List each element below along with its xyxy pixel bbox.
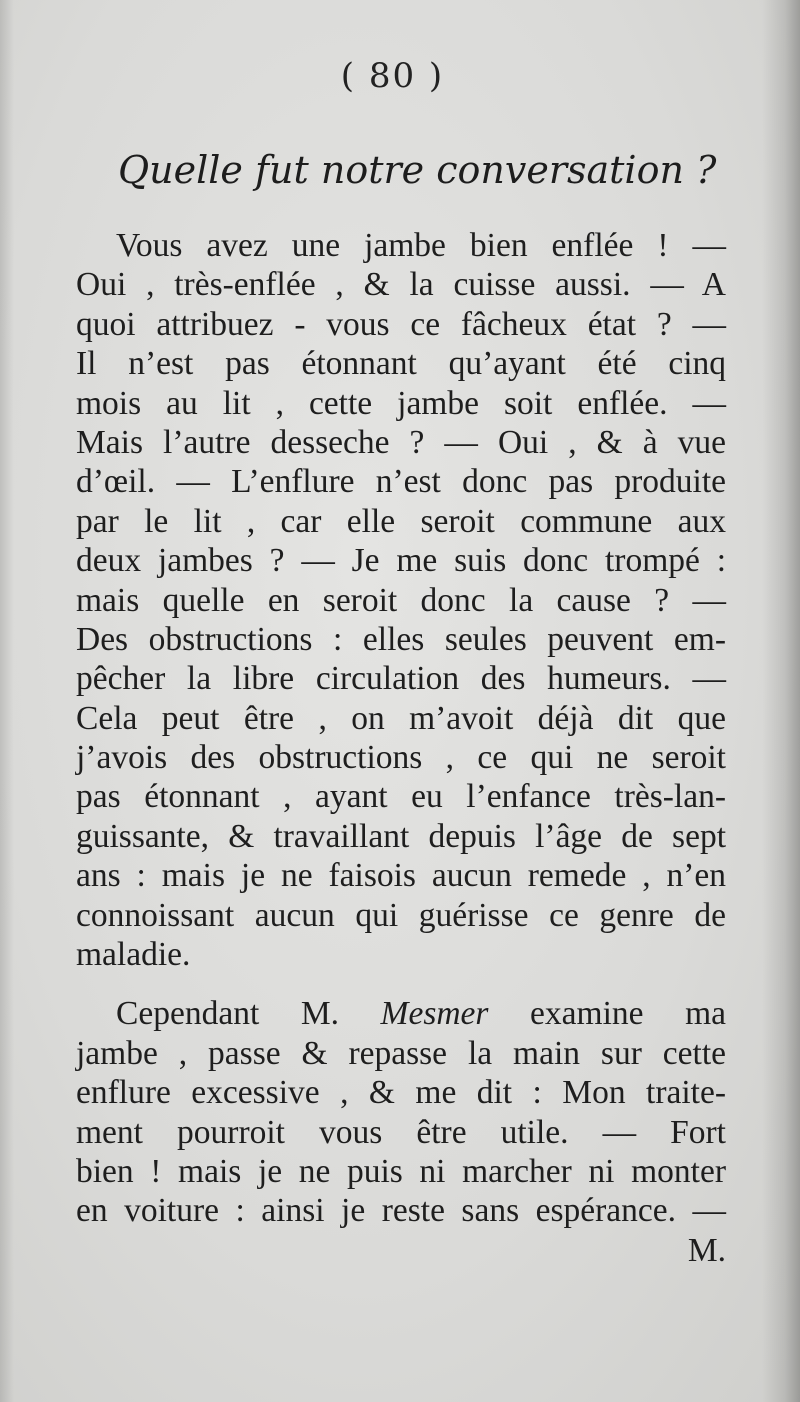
- text-line: bien ! mais je ne puis ni marcher ni monter: [76, 1152, 726, 1190]
- text-line: quoi attribuez - vous ce fâcheux état ? —: [76, 305, 726, 343]
- catchword: M.: [687, 1231, 726, 1269]
- text-segment: Cependant M.: [116, 995, 339, 1033]
- paragraph-gap: [76, 974, 726, 994]
- text-line: Cela peut être , on m’avoit déjà dit que: [76, 699, 726, 737]
- text-line: Mais l’autre desseche ? — Oui , & à vue: [76, 423, 726, 461]
- text-line: connoissant aucun qui guérisse ce genre de: [76, 896, 726, 934]
- text-segment: examine ma: [530, 995, 726, 1033]
- page-edge-shadow: [762, 0, 800, 1402]
- page-gutter-shadow: [0, 0, 14, 1402]
- text-line: guissante, & travaillant depuis l’âge de sept: [76, 817, 726, 855]
- body-text: [76, 226, 726, 1270]
- page-number: ( 80 ): [340, 56, 445, 96]
- text-line: enflure excessive , & me dit : Mon traite-: [76, 1074, 726, 1112]
- text-line: j’avois des obstructions , ce qui ne seroit: [76, 739, 726, 777]
- text-line: Des obstructions : elles seules peuvent em-: [76, 620, 726, 658]
- text-line: Il n’est pas étonnant qu’ayant été cinq: [76, 345, 726, 383]
- text-line: en voiture : ainsi je reste sans espérance. —: [76, 1192, 726, 1230]
- text-line: pêcher la libre circulation des humeurs. —: [76, 660, 726, 698]
- text-line: [76, 994, 726, 1033]
- text-line: mais quelle en seroit donc la cause ? —: [76, 581, 726, 619]
- text-line: maladie.: [76, 936, 191, 974]
- text-line: Vous avez une jambe bien enflée ! —: [116, 227, 726, 264]
- text-line: d’œil. — L’enflure n’est donc pas produite: [76, 463, 726, 501]
- text-line: mois au lit , cette jambe soit enflée. —: [76, 384, 726, 422]
- text-line: ment pourroit vous être utile. — Fort: [76, 1113, 726, 1151]
- text-line: ans : mais je ne faisois aucun remede , n’en: [76, 857, 726, 895]
- person-name: Mesmer: [380, 995, 489, 1033]
- text-line: jambe , passe & repasse la main sur cette: [76, 1034, 726, 1072]
- text-line: deux jambes ? — Je me suis donc trompé :: [76, 542, 726, 580]
- section-heading: Quelle fut notre conversation ?: [118, 148, 717, 192]
- text-line: pas étonnant , ayant eu l’enfance très-lan-: [76, 778, 726, 816]
- text-line: Oui , très-enflée , & la cuisse aussi. — A: [76, 266, 726, 304]
- text-line: par le lit , car elle seroit commune aux: [76, 502, 726, 540]
